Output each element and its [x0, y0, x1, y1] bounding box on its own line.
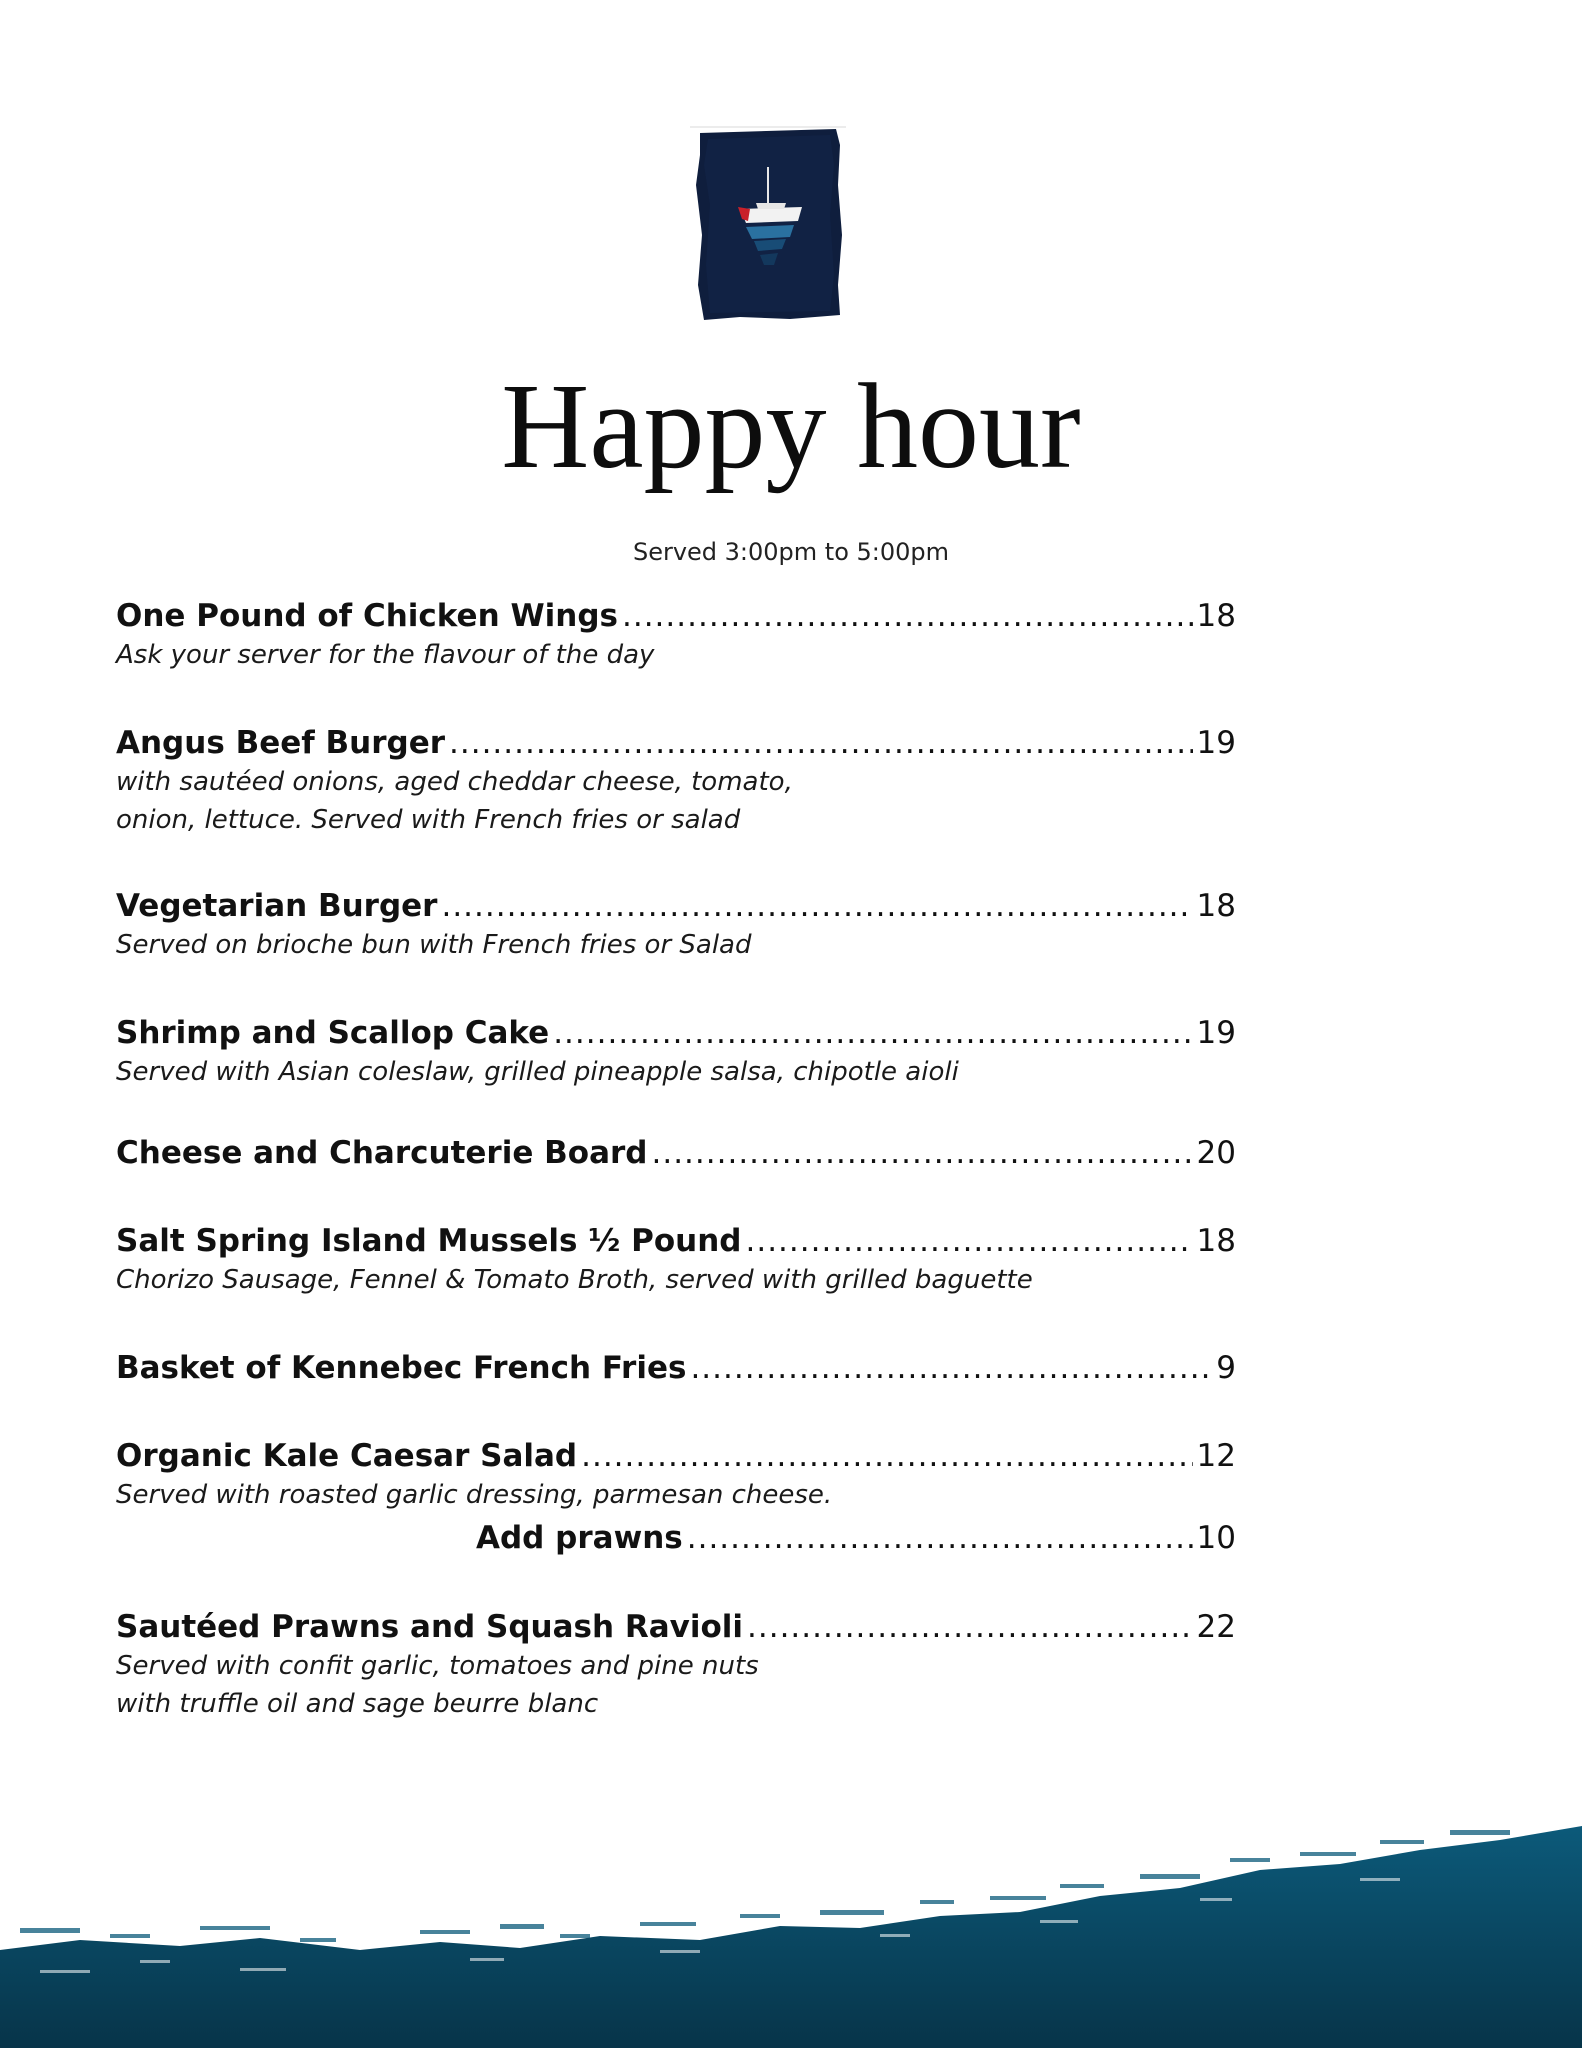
- item-description: Served with roasted garlic dressing, parmesan cheese.: [116, 1480, 833, 1510]
- leader-dots: [687, 1518, 1193, 1558]
- item-price: 22: [1196, 1609, 1236, 1645]
- decorative-wave: [0, 1800, 1582, 2048]
- leader-dots: [449, 723, 1193, 763]
- service-hours: Served 3:00pm to 5:00pm: [632, 538, 950, 566]
- item-name: Organic Kale Caesar Salad: [116, 1438, 578, 1474]
- item-price: 18: [1196, 598, 1236, 634]
- page-title: Happy hour: [501, 359, 1081, 494]
- item-name: Sautéed Prawns and Squash Ravioli: [116, 1609, 744, 1645]
- menu-item: [116, 723, 1236, 839]
- item-price: 19: [1196, 1015, 1236, 1051]
- item-description: with truffle oil and sage beurre blanc: [116, 1689, 599, 1719]
- menu-item: [116, 1133, 1236, 1173]
- item-name: Vegetarian Burger: [116, 888, 438, 924]
- item-name: Cheese and Charcuterie Board: [116, 1135, 648, 1171]
- item-description: Served with confit garlic, tomatoes and pine nuts: [116, 1651, 759, 1681]
- item-description: onion, lettuce. Served with French fries or salad: [116, 805, 741, 835]
- menu-item: [116, 1348, 1236, 1388]
- leader-dots: [747, 1607, 1193, 1647]
- item-price: 9: [1216, 1350, 1236, 1386]
- leader-dots: [581, 1436, 1192, 1476]
- item-description: Ask your server for the flavour of the day: [116, 640, 655, 670]
- item-name: Basket of Kennebec French Fries: [116, 1350, 687, 1386]
- item-name: Salt Spring Island Mussels ½ Pound: [116, 1223, 742, 1259]
- item-price: 19: [1196, 725, 1236, 761]
- leader-dots: [746, 1221, 1193, 1261]
- addon-name: Add prawns: [476, 1520, 683, 1556]
- menu-item: [116, 1221, 1236, 1299]
- item-name: Shrimp and Scallop Cake: [116, 1015, 550, 1051]
- item-name: One Pound of Chicken Wings: [116, 598, 618, 634]
- menu-addon: [476, 1518, 1236, 1558]
- leader-dots: [690, 1348, 1212, 1388]
- menu-item: [116, 886, 1236, 964]
- item-price: 18: [1196, 1223, 1236, 1259]
- leader-dots: [553, 1013, 1192, 1053]
- item-name: Angus Beef Burger: [116, 725, 446, 761]
- leader-dots: [441, 886, 1192, 926]
- leader-dots: [622, 596, 1193, 636]
- sailboat-painting-icon: [690, 125, 846, 321]
- item-price: 18: [1196, 888, 1236, 924]
- menu-item: [116, 1013, 1236, 1091]
- item-description: Served on brioche bun with French fries or Salad: [116, 930, 752, 960]
- menu-item: [116, 596, 1236, 674]
- menu-item: [116, 1607, 1236, 1723]
- leader-dots: [651, 1133, 1192, 1173]
- menu-item: [116, 1436, 1236, 1514]
- item-price: 12: [1196, 1438, 1236, 1474]
- addon-price: 10: [1196, 1520, 1236, 1556]
- item-description: with sautéed onions, aged cheddar cheese, tomato,: [116, 767, 793, 797]
- item-price: 20: [1196, 1135, 1236, 1171]
- item-description: Served with Asian coleslaw, grilled pineapple salsa, chipotle aioli: [116, 1057, 959, 1087]
- item-description: Chorizo Sausage, Fennel & Tomato Broth, served with grilled baguette: [116, 1265, 1033, 1295]
